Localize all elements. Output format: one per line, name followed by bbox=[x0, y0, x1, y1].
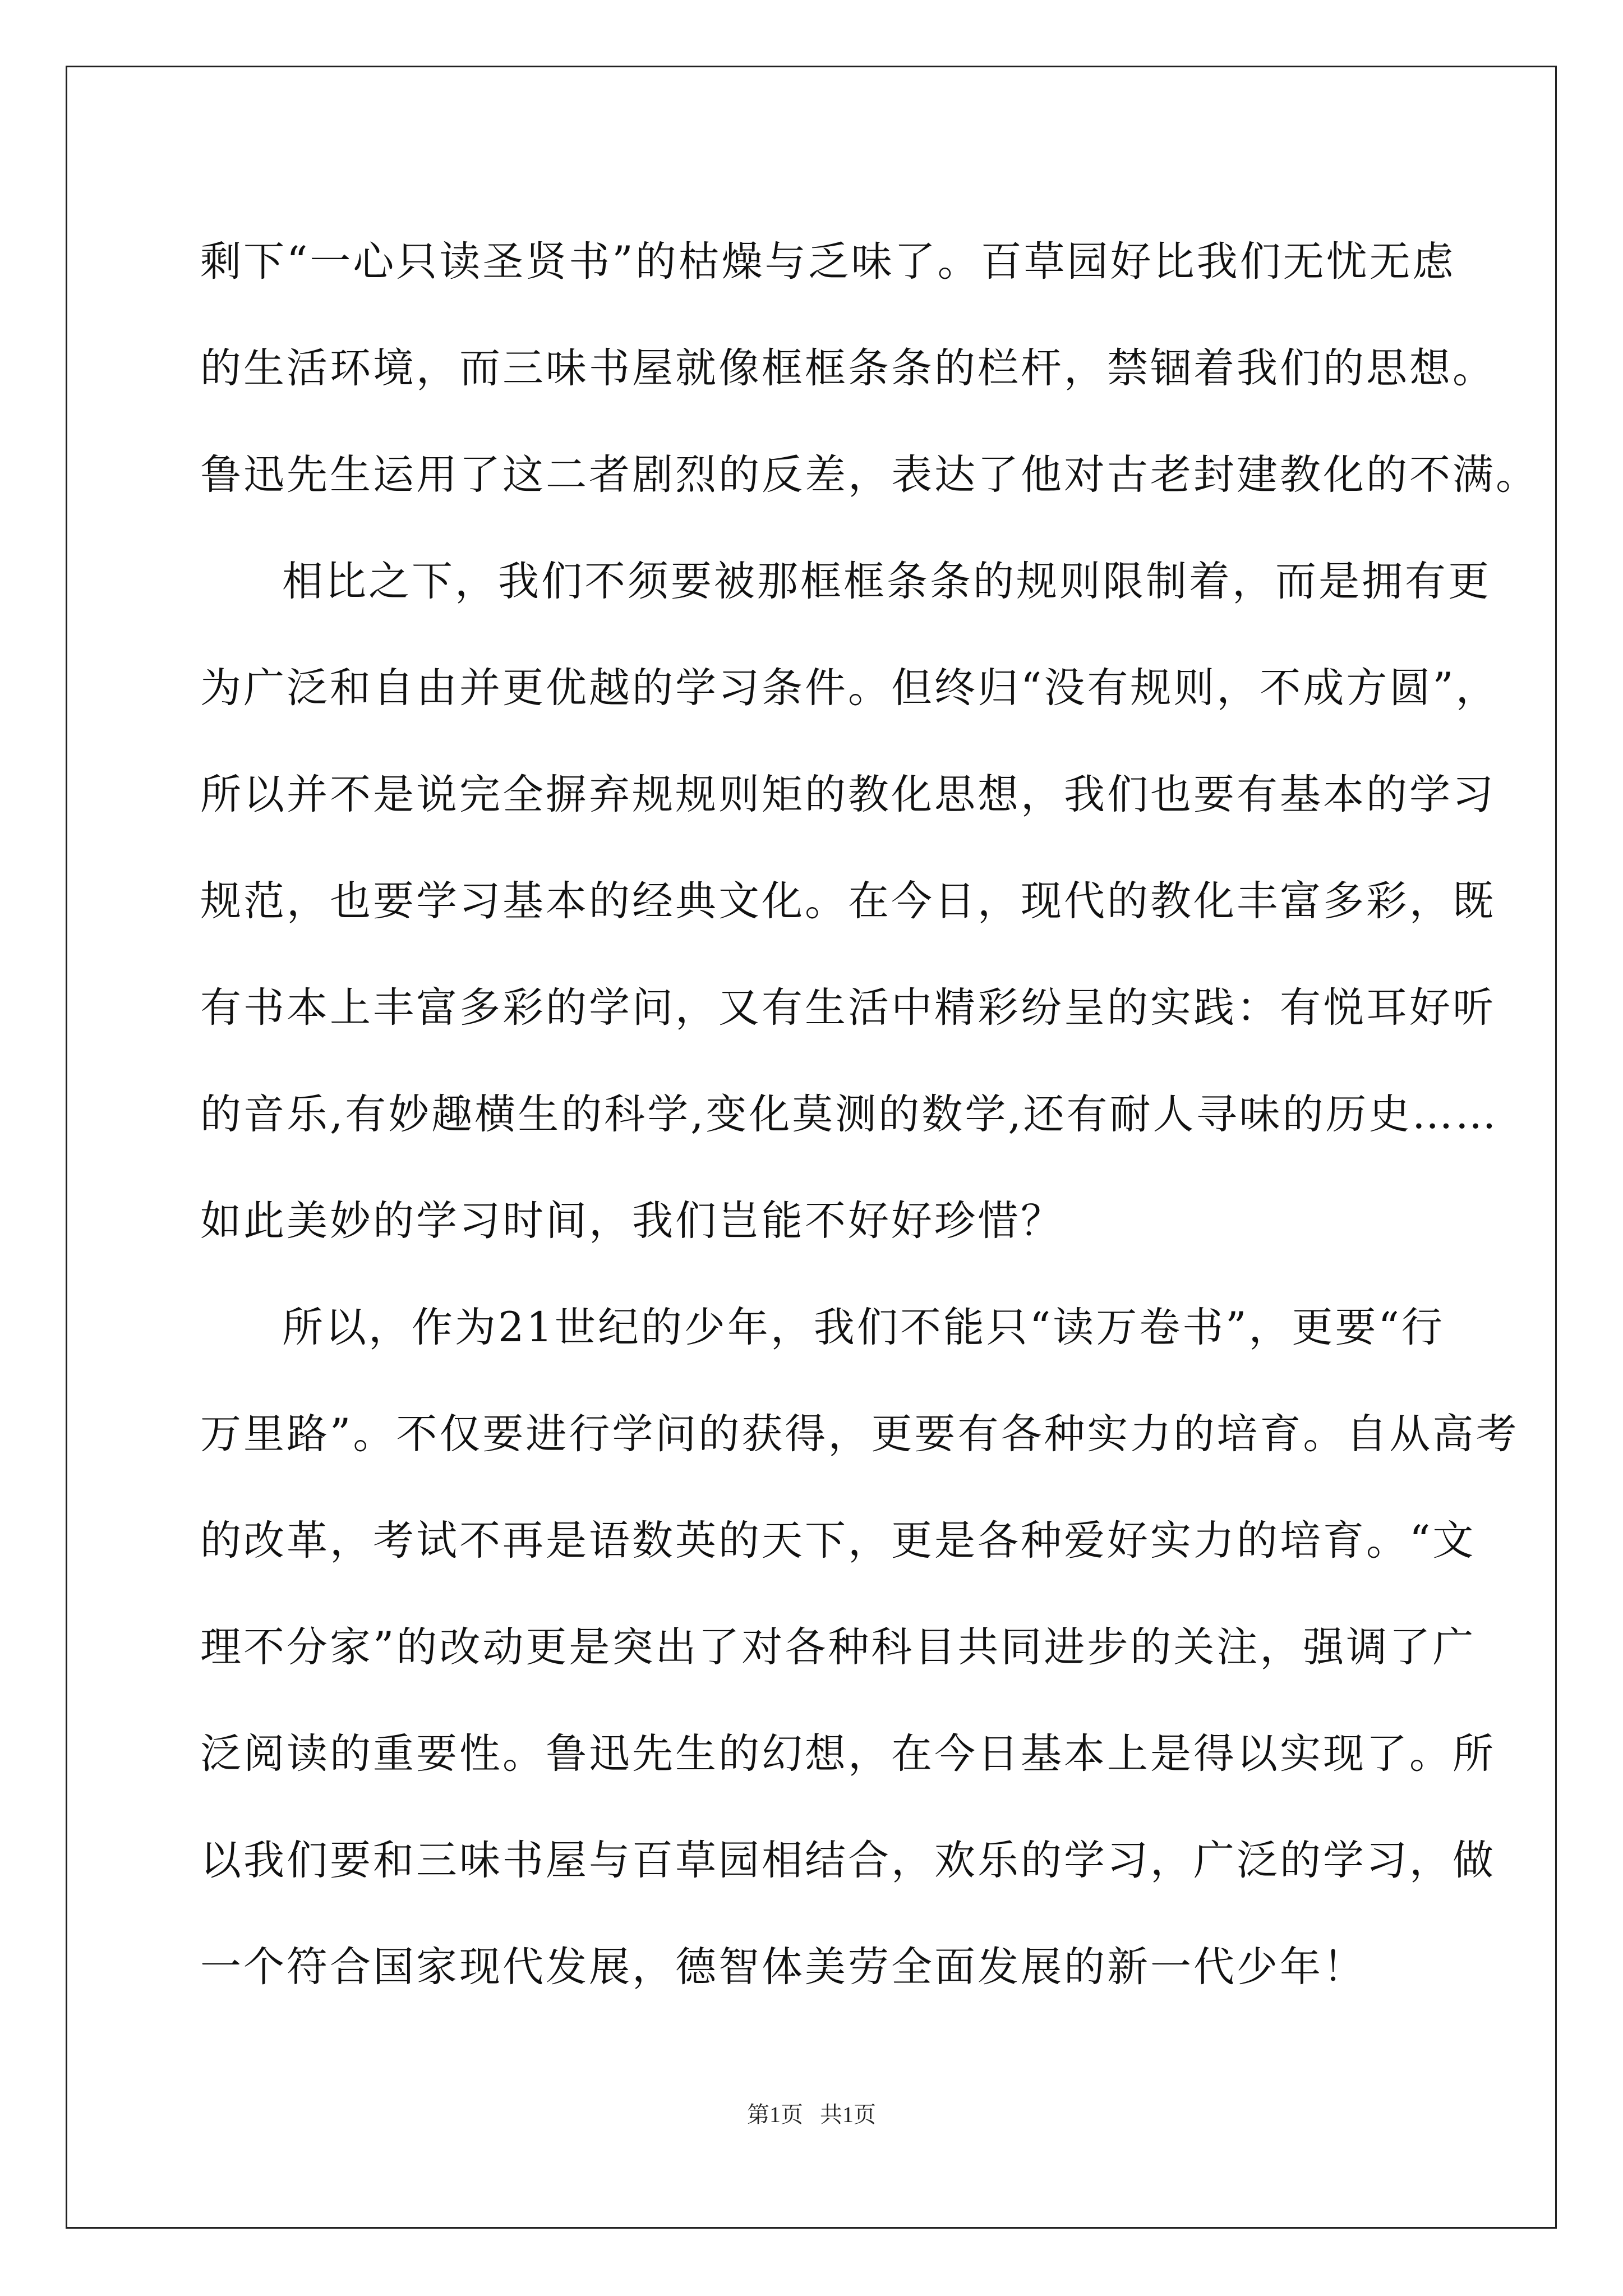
text-line: 以我们要和三味书屋与百草园相结合，欢乐的学习，广泛的学习，做 bbox=[200, 1837, 1496, 1884]
text-line: 所以并不是说完全摒弃规规则矩的教化思想，我们也要有基本的学习 bbox=[200, 771, 1496, 818]
text-line: 所以，作为21世纪的少年，我们不能只“读万卷书”，更要“行 bbox=[282, 1304, 1445, 1351]
text-line: 一个符合国家现代发展，德智体美劳全面发展的新一代少年！ bbox=[200, 1943, 1366, 1991]
text-line: 的改革，考试不再是语数英的天下，更是各种爱好实力的培育。“文 bbox=[200, 1517, 1476, 1565]
text-line: 的音乐,有妙趣横生的科学,变化莫测的数学,还有耐人寻味的历史…… bbox=[200, 1091, 1498, 1138]
text-line: 的生活环境，而三味书屋就像框框条条的栏杆，禁锢着我们的思想。 bbox=[200, 344, 1496, 392]
text-line: 剩下“一心只读圣贤书”的枯燥与乏味了。百草园好比我们无忧无虑 bbox=[200, 238, 1456, 286]
text-line: 泛阅读的重要性。鲁迅先生的幻想，在今日基本上是得以实现了。所 bbox=[200, 1730, 1496, 1778]
text-line: 相比之下，我们不须要被那框框条条的规则限制着，而是拥有更 bbox=[282, 558, 1491, 605]
text-line: 理不分家”的改动更是突出了对各种科目共同进步的关注，强调了广 bbox=[200, 1623, 1476, 1671]
text-line: 万里路”。不仅要进行学问的获得，更要有各种实力的培育。自从高考 bbox=[200, 1410, 1519, 1458]
page-total: 共1页 bbox=[820, 2102, 876, 2127]
text-line: 鲁迅先生运用了这二者剧烈的反差，表达了他对古老封建教化的不满。 bbox=[200, 451, 1539, 499]
text-line: 规范，也要学习基本的经典文化。在今日，现代的教化丰富多彩，既 bbox=[200, 877, 1496, 925]
page-footer bbox=[0, 2098, 1623, 2132]
document-body bbox=[200, 209, 1539, 2021]
page-number: 第1页 bbox=[747, 2102, 803, 2127]
text-line: 有书本上丰富多彩的学问，又有生活中精彩纷呈的实践：有悦耳好听 bbox=[200, 984, 1496, 1032]
text-line: 如此美妙的学习时间，我们岂能不好好珍惜？ bbox=[200, 1197, 1064, 1245]
text-line: 为广泛和自由并更优越的学习条件。但终归“没有规则，不成方圆”， bbox=[200, 664, 1499, 712]
